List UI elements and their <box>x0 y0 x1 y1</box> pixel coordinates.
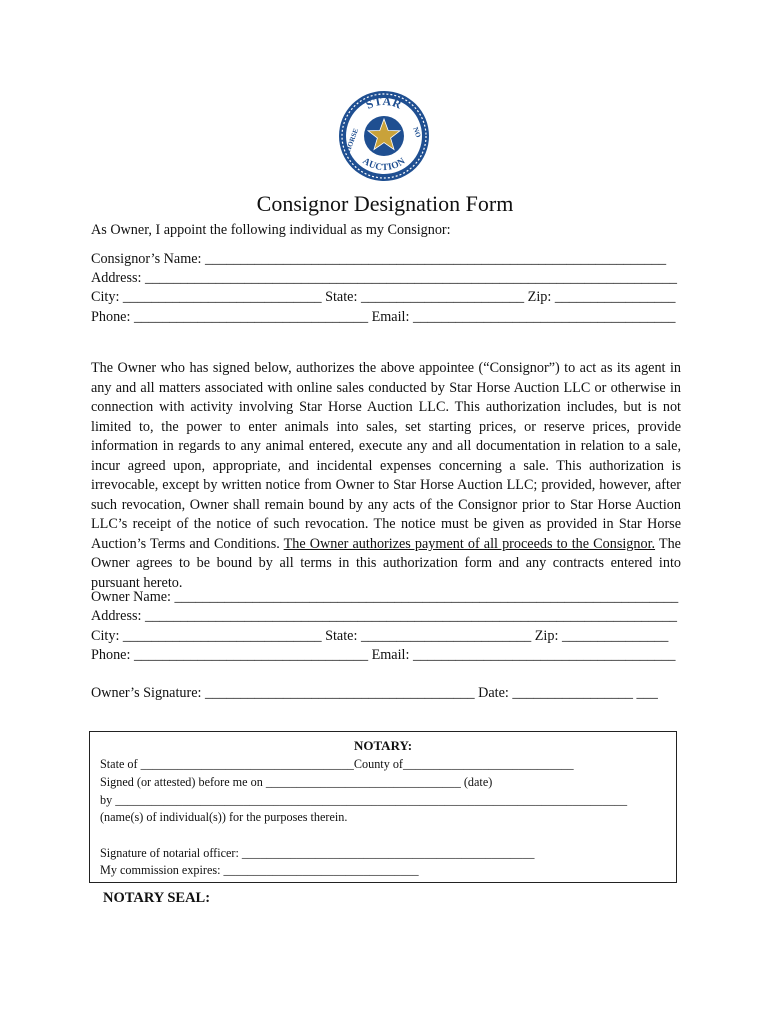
intro-text: As Owner, I appoint the following individual as my Consignor: <box>91 222 451 238</box>
consignor-city-state-zip-field[interactable]: City: ____________________________ State: _______________________ Zip: _________________ <box>91 289 676 305</box>
authorization-underlined-text: The Owner authorizes payment of all proceeds to the Consignor. <box>283 535 656 552</box>
page-title: Consignor Designation Form <box>256 191 514 216</box>
authorization-text: The Owner who has signed below, authorizes the above appointee (“Consignor”) to act as its agent in any and all matters associated with online sales conducted by Star Horse Auction LLC or otherwise in connection with activity involving Star Horse Auction LLC. This authorization includes, but is not limited to, the power to enter animals into sales, set starting prices, or reserve prices, provide information in regards to any animal entered, execute any and all documentation in relation to a sale, incur agreed upon, appropriate, and incidental expenses concerning a sale. This authorization is irrevocable, except by written notice from Owner to Star Horse Auction LLC; provided, however, after such revocation, Owner shall remain bound by any acts of the Consignor prior to Star Horse Auction LLC’s receipt of the notice of such revocation. The notice must be given as provided in Star Horse Auction’s Terms and Conditions. <box>91 360 681 552</box>
star-horse-auction-logo <box>337 89 431 183</box>
svg-text:NO: NO <box>411 126 423 139</box>
notary-purpose-text: (name(s) of individual(s)) for the purposes therein. <box>100 810 348 824</box>
logo-seal-icon <box>337 89 431 183</box>
consignor-phone-email-field[interactable]: Phone: _________________________________ Email: _____________________________________ <box>91 309 676 325</box>
owner-address-field[interactable]: Address: ___________________________________________________________________________ <box>91 608 678 624</box>
consignor-name-field[interactable]: Consignor’s Name: _________________________________________________________________ <box>91 251 667 267</box>
owner-phone-email-field[interactable]: Phone: _________________________________ Email: _____________________________________ <box>91 647 676 663</box>
notary-commission-field[interactable]: My commission expires: ________________________________ <box>100 863 419 877</box>
notary-officer-signature-field[interactable]: Signature of notarial officer: ________________________________________________ <box>100 846 535 860</box>
authorization-closing-text: The Owner agrees to be bound by all terms in this authorization form and any contracts entered into pursuant hereto. <box>91 535 681 591</box>
consignor-address-field[interactable]: Address: ___________________________________________________________________________ <box>91 270 678 286</box>
notary-seal-label: NOTARY SEAL: <box>103 890 211 906</box>
svg-text:AUCTION: AUCTION <box>360 156 408 174</box>
owner-name-field[interactable]: Owner Name: _______________________________________________________________________ <box>91 589 679 605</box>
notary-title: NOTARY: <box>353 738 413 753</box>
notary-by-field[interactable]: by ____________________________________________________________________________________ <box>100 793 628 807</box>
notary-box <box>89 731 677 883</box>
svg-text:HORSE: HORSE <box>344 127 361 154</box>
authorization-paragraph <box>91 359 681 593</box>
owner-signature-field[interactable]: Owner’s Signature: ______________________________________ Date: _________________ ___ <box>91 685 658 701</box>
notary-signed-date-field[interactable]: Signed (or attested) before me on ________________________________ (date) <box>100 775 493 789</box>
owner-city-state-zip-field[interactable]: City: ____________________________ State: ________________________ Zip: _______________ <box>91 628 669 644</box>
notary-state-county-field[interactable]: State of ___________________________________County of____________________________ <box>100 757 574 771</box>
svg-text:STAR: STAR <box>363 93 405 112</box>
